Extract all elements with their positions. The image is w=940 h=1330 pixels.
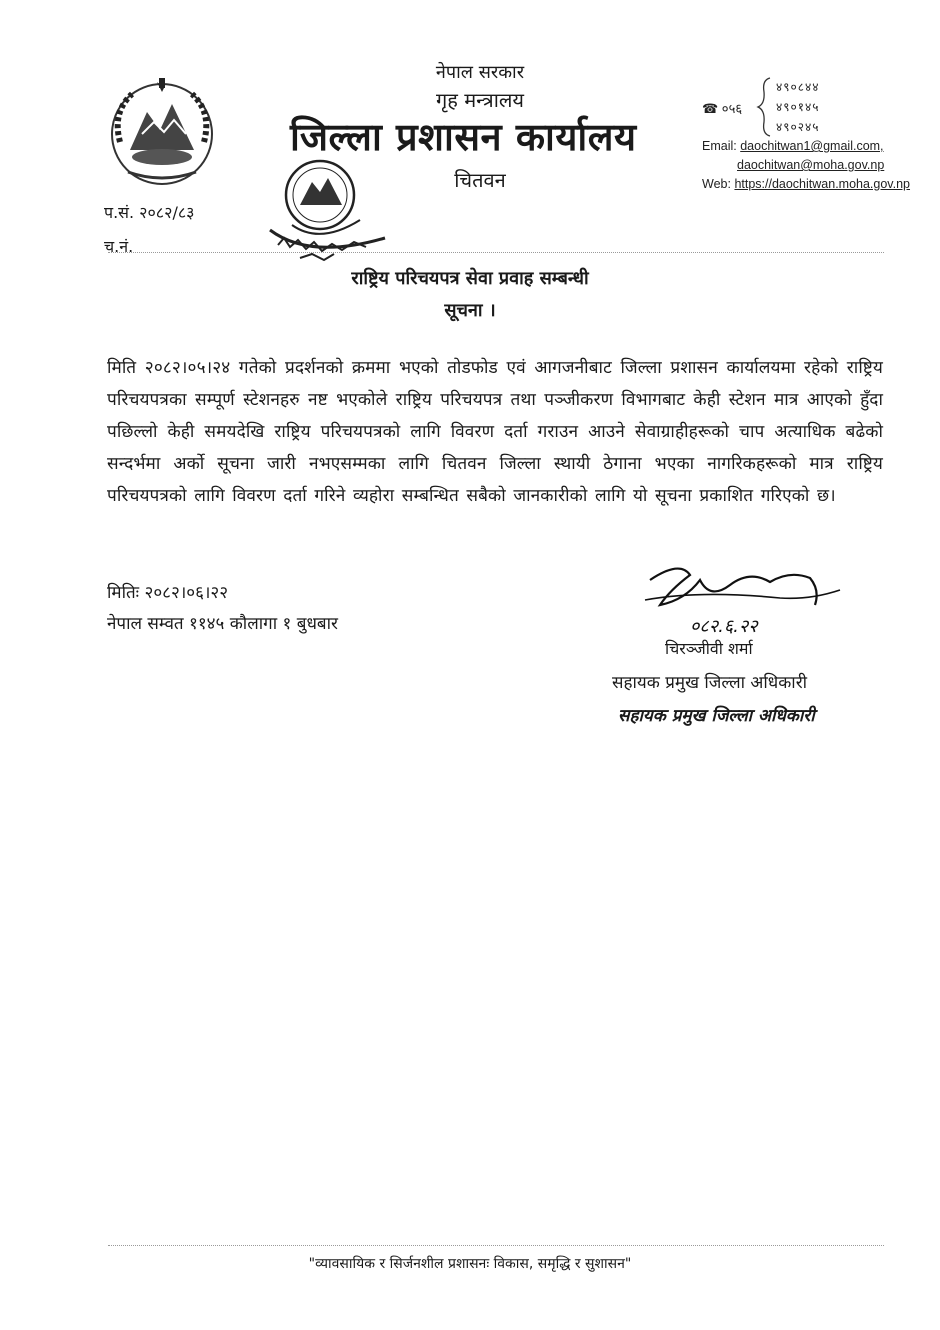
office-title: जिल्ला प्रशासन कार्यालय — [290, 115, 637, 159]
nepal-emblem-logo — [102, 72, 222, 192]
notice-body: मिति २०८२।०५।२४ गतेको प्रदर्शनको क्रममा भएको तोडफोड एवं आगजनीबाट जिल्ला प्रशासन कार्यालयमा रहेको राष्ट्रिय परिचयपत्रका सम्पूर्ण स्टेशनहरु नष्ट भएकोले राष्ट्रिय परिचयपत्र तथा पञ्जीकरण विभागबाट केही स्टेशन मात्र आएको हुँदा पछिल्लो केही समयदेखि राष्ट्रिय परिचयपत्रको लागि विवरण दर्ता गराउन आउने सेवाग्राहीहरूको चाप अत्याधिक बढेको सन्दर्भमा अर्को सूचना जारी नभएसम्मका लागि चितवन जिल्ला स्थायी ठेगाना भएका नागरिकहरूको मात्र राष्ट्रिय परिचयपत्रको लागि विवरण दर्ता गरिने व्यहोरा सम्बन्धित सबैको जानकारीको लागि यो सूचना प्रकाशित गरिएको छ। — [107, 358, 883, 506]
phone-numbers — [776, 77, 819, 137]
email-link-2[interactable]: daochitwan@moha.gov.np — [737, 158, 885, 172]
email-link-1[interactable]: daochitwan1@gmail.com, — [740, 139, 884, 153]
phone-prefix: ☎ ०५६ — [702, 101, 743, 116]
footer-motto: "व्यावसायिक र सिर्जनशील प्रशासनः विकास, समृद्धि र सुशासन" — [308, 1256, 632, 1272]
signatory-name: चिरञ्जीवी शर्मा — [665, 639, 753, 658]
nepal-sambat-date: नेपाल सम्वत ११४५ कौलागा १ बुधबार — [107, 614, 338, 634]
web-line — [702, 177, 910, 191]
notice-subject: राष्ट्रिय परिचयपत्र सेवा प्रवाह सम्बन्धी — [351, 268, 589, 289]
header-district: चितवन — [454, 168, 506, 192]
notice-date: मितिः २०८२।०६।२२ — [107, 583, 229, 603]
header-ministry: गृह मन्त्रालय — [435, 88, 525, 112]
phone-number: ४९०१४५ — [776, 100, 820, 114]
email-label: Email: — [702, 139, 737, 153]
signatory-title: सहायक प्रमुख जिल्ला अधिकारी — [612, 673, 808, 693]
reference-ps: प.सं. २०८२/८३ — [104, 203, 195, 222]
header-divider — [108, 252, 884, 253]
phone-number: ४९०२४५ — [776, 120, 820, 134]
footer-divider — [108, 1245, 884, 1246]
web-label: Web: — [702, 177, 731, 191]
date-block — [107, 578, 338, 640]
header-government: नेपाल सरकार — [435, 62, 525, 83]
signature-date: ०८२.६.२२ — [690, 616, 758, 637]
handwritten-signature — [640, 560, 870, 640]
web-link[interactable]: https://daochitwan.moha.gov.np — [734, 177, 911, 191]
email-line-2 — [737, 158, 884, 172]
notice-heading: सूचना । — [444, 300, 496, 321]
signatory-stamp: सहायक प्रमुख जिल्ला अधिकारी — [618, 706, 815, 726]
reference-cn: च.नं. — [104, 237, 134, 256]
email-line-1 — [702, 139, 884, 153]
brace-icon — [756, 76, 774, 138]
phone-number: ४९०८४४ — [776, 80, 820, 94]
